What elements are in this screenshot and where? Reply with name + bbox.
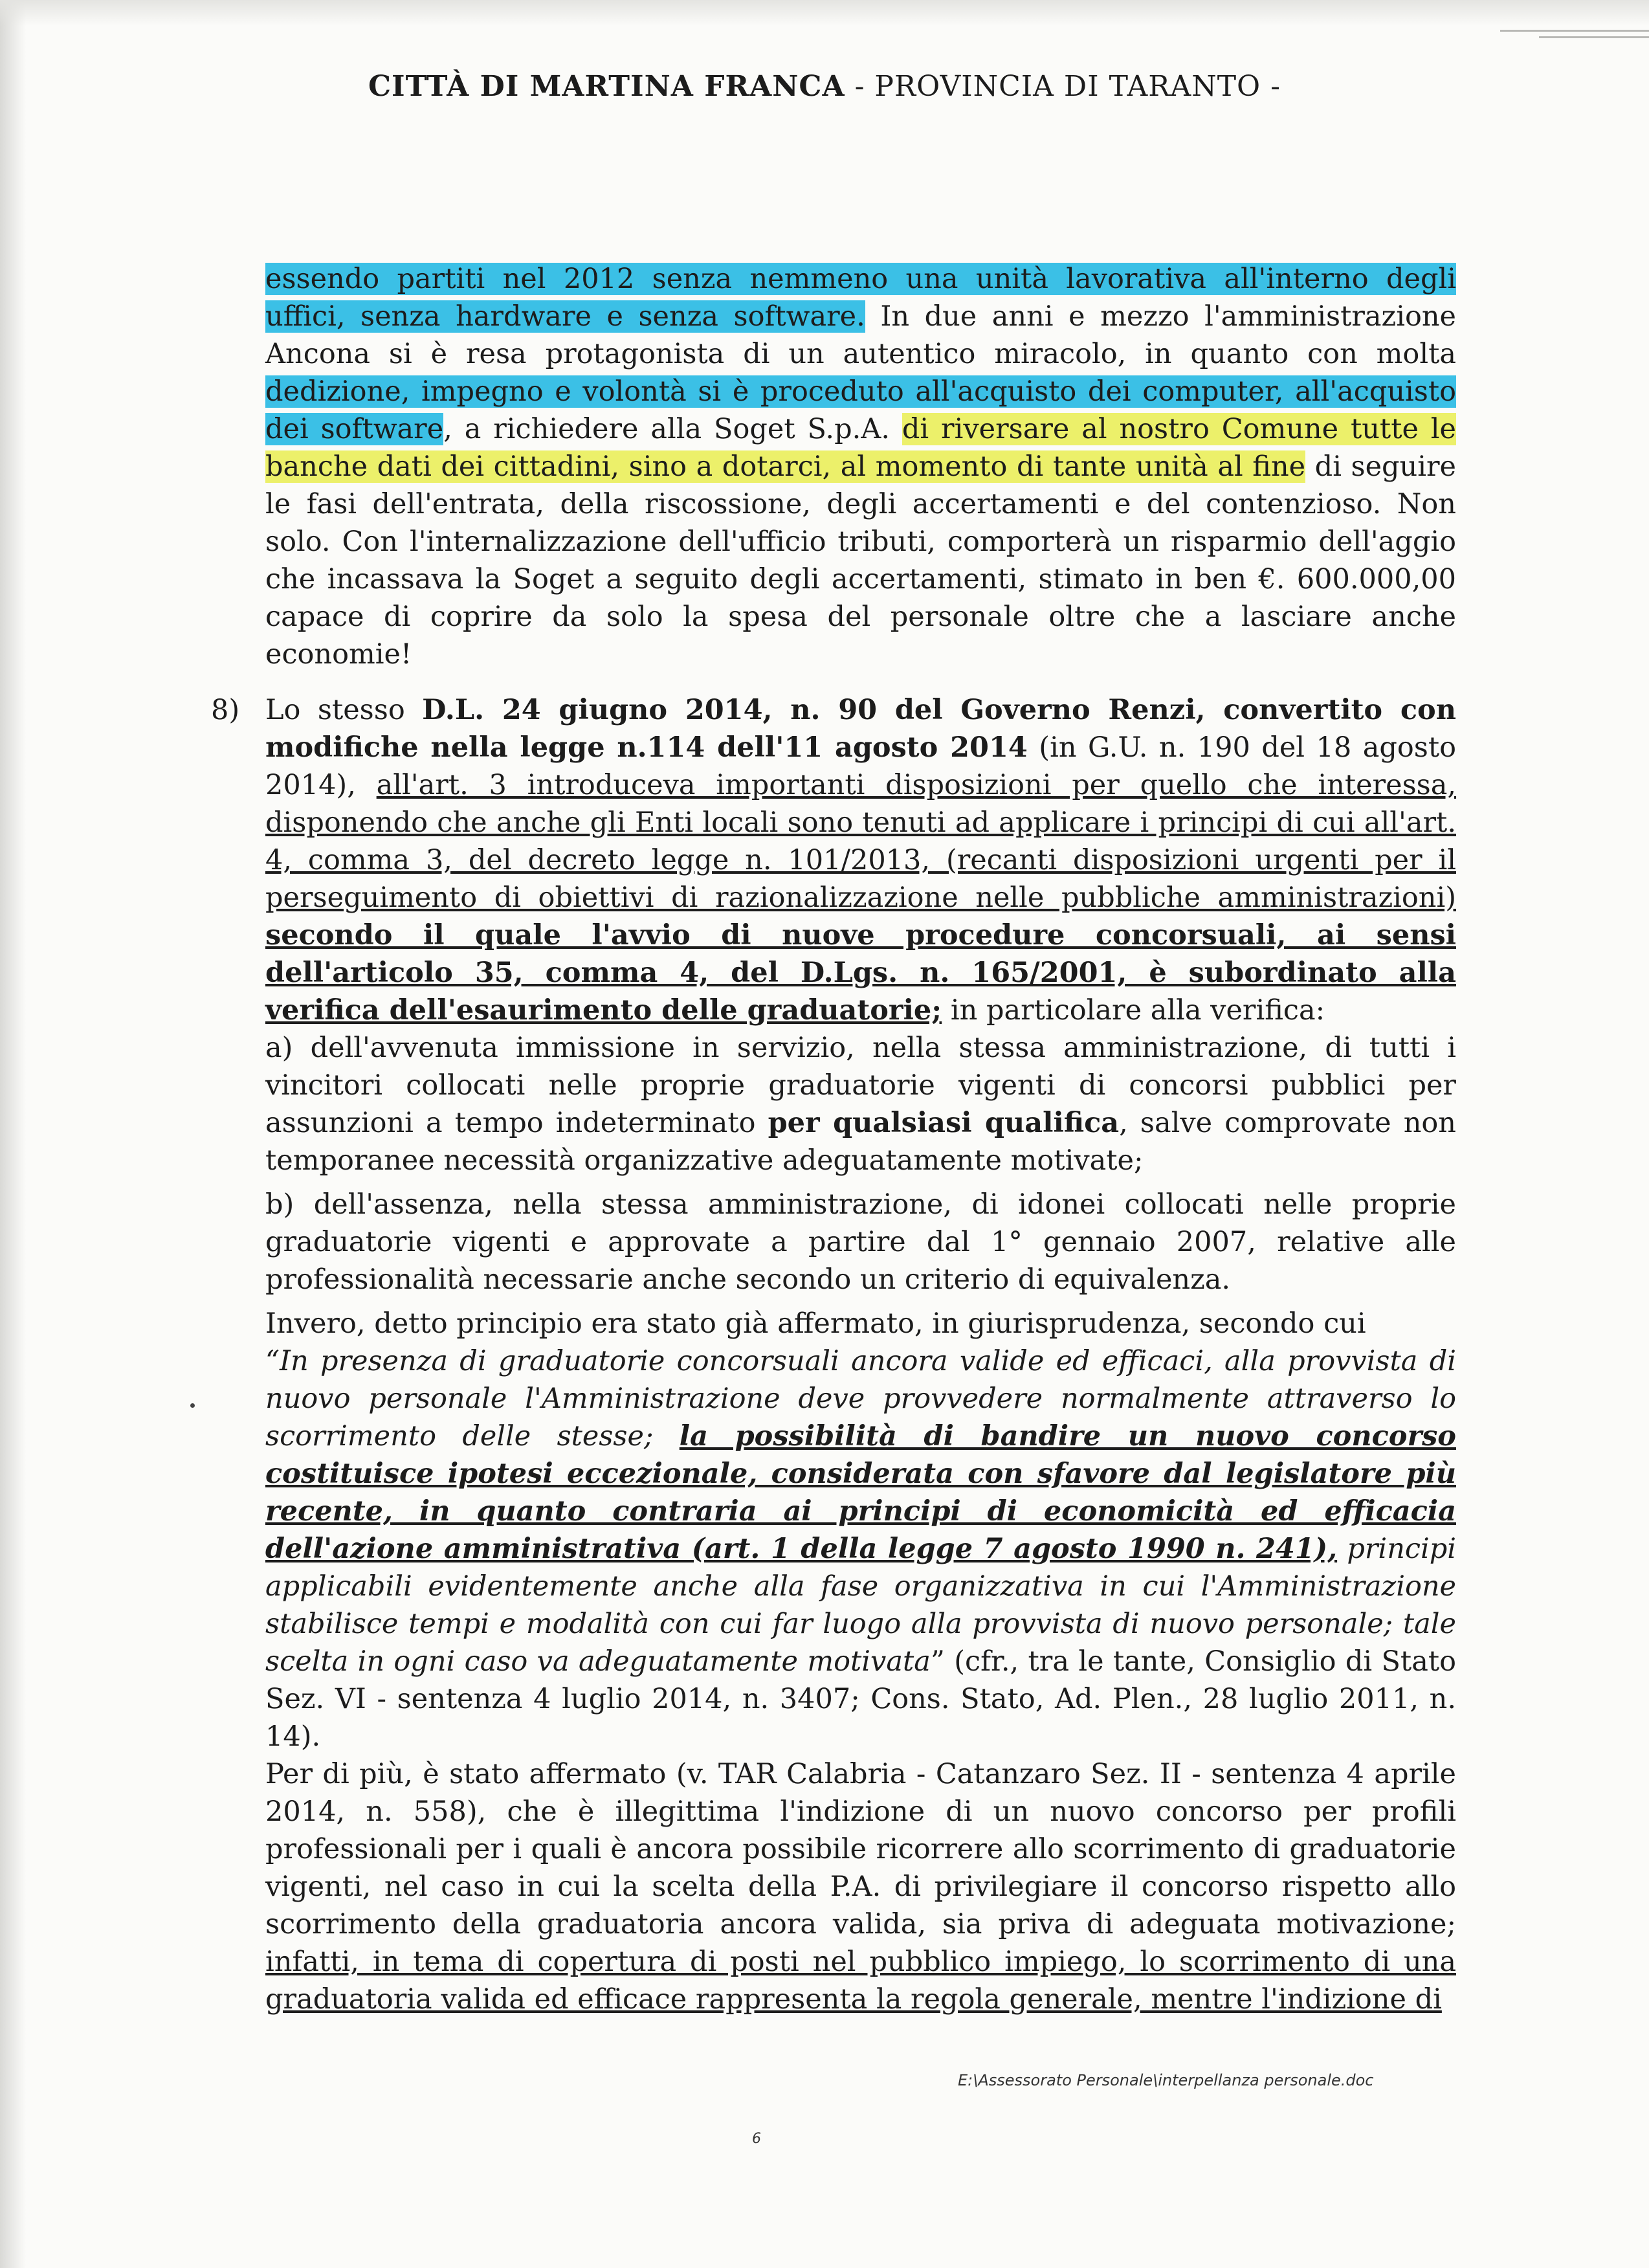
quote-text: “In presenza di graduatorie concorsuali ancora valide ed efficaci, alla provvista di nuovo personale l'Amministrazione deve provvedere normalmente attraverso lo scorrimento delle stesse; (265, 1345, 1456, 1452)
quote-bold-underlined-text: la possibilità di bandire un nuovo concorso costituisce ipotesi eccezionale, considerata con sfavore dal legislatore più recente, in quanto contraria ai principi di economicità ed efficacia dell'azione amministrativa (art. 1 della legge 7 agosto 1990 n. 241), (265, 1420, 1456, 1565)
sub-item-a (265, 1029, 1456, 1179)
item-8-text (265, 691, 1456, 1029)
sub-item-bold-text: per qualsiasi qualifica (768, 1107, 1120, 1139)
item-bold-underlined-text: secondo il quale l'avvio di nuove procedure concorsuali, ai sensi dell'articolo 35, comma 4, del D.Lgs. n. 165/2001, è subordinato alla verifica dell'esaurimento delle graduatorie; (265, 919, 1456, 1027)
page-number: 6 (752, 2131, 761, 2147)
sub-item-b: b) dell'assenza, nella stessa amministrazione, di idonei collocati nelle proprie graduatorie vigenti e approvate a partire dal 1° gennaio 2007, relative alle professionalità necessarie anche secondo un criterio di equivalenza. (265, 1188, 1456, 1296)
paragraph-text: , a richiedere alla Soget S.p.A. (443, 413, 902, 445)
paragraph-text: Per di più, è stato affermato (v. TAR Calabria - Catanzaro Sez. II - sentenza 4 aprile 2014, n. 558), che è illegittima l'indizione di un nuovo concorso per profili professionali per i quali è ancora possibile ricorrere allo scorrimento di graduatorie vigenti, nel caso in cui la scelta della P.A. di privilegiare il concorso rispetto allo scorrimento della graduatoria ancora valida, sia priva di adeguata motivazione; (265, 1758, 1456, 1940)
jurisprudence-quote (265, 1342, 1456, 1755)
item-bold-text: D.L. 24 giugno 2014, n. 90 del Governo Renzi, convertito con modifiche nella legge n.114 dell'11 agosto 2014 (265, 694, 1456, 764)
sub-item-text: , salve comprovate non temporanee necessità organizzative adeguatamente motivate; (265, 1107, 1456, 1177)
paragraph-text: In due anni e mezzo l'amministrazione Ancona si è resa protagonista di un autentico miracolo, in quanto con molta (265, 300, 1456, 370)
document-body (211, 260, 1457, 2018)
sub-item-text: a) dell'avvenuta immissione in servizio, nella stessa amministrazione, di tutti i vincitori collocati nelle proprie graduatorie vigenti di concorsi pubblici per assunzioni a tempo indeterminato (265, 1032, 1456, 1139)
scan-edge-line (1539, 36, 1649, 38)
item-text: Lo stesso (265, 694, 423, 726)
scan-shadow-top (0, 0, 1649, 26)
scan-edge-line (1500, 30, 1649, 32)
header-title-rest: - PROVINCIA DI TARANTO - (845, 70, 1281, 103)
margin-dot-mark (190, 1403, 195, 1408)
item-underlined-text: all'art. 3 introduceva importanti disposizioni per quello che interessa, disponendo che anche gli Enti locali sono tenuti ad applicare i principi di cui all'art. 4, comma 3, del decreto legge n. 101/2013, (recanti disposizioni urgenti per il perseguimento di obiettivi di razionalizzazione nelle pubbliche amministrazioni) (265, 769, 1457, 914)
quote-text: principi applicabili evidentemente anche alla fase organizzativa in cui l'Amministrazione stabilisce tempi e modalità con cui far luogo alla provvista di nuovo personale; tale scelta in ogni caso va adeguatamente motivata (265, 1533, 1456, 1678)
paragraph-underlined-text: infatti, in tema di copertura di posti nel pubblico impiego, lo scorrimento di una graduatoria valida ed efficace rappresenta la regola generale, mentre l'indizione di (265, 1946, 1456, 2016)
highlight-blue-text: essendo partiti nel 2012 senza nemmeno una unità lavorativa all'interno degli uffici, senza hardware e senza software. (265, 263, 1456, 333)
item-text: in particolare alla verifica: (942, 994, 1325, 1027)
highlight-blue-text: dedizione, impegno e volontà si è proceduto all'acquisto dei computer, all'acquisto dei software (265, 375, 1456, 445)
paragraph-intro (265, 260, 1456, 673)
quote-citation: ” (cfr., tra le tante, Consiglio di Stato Sez. VI - sentenza 4 luglio 2014, n. 3407; Cons. Stato, Ad. Plen., 28 luglio 2011, n. 14). (265, 1645, 1456, 1753)
page-header (0, 70, 1649, 103)
header-title-bold: CITTÀ DI MARTINA FRANCA (368, 70, 845, 103)
item-text: (in G.U. n. 190 del 18 agosto 2014), (265, 731, 1457, 801)
paragraph-text: di seguire le fasi dell'entrata, della riscossione, degli accertamenti e del contenzioso. Non solo. Con l'internalizzazione dell'ufficio tributi, comporterà un risparmio dell'aggio che incassava la Soget a seguito degli accertamenti, stimato in ben €. 600.000,00 capace di coprire da solo la spesa del personale oltre che a lasciare anche economie! (265, 450, 1456, 671)
item-number: 8) (211, 694, 240, 726)
scan-shadow-left (0, 0, 26, 2268)
paragraph-invero: Invero, detto principio era stato già affermato, in giurisprudenza, secondo cui (265, 1307, 1366, 1340)
numbered-item-8 (211, 691, 1457, 2018)
paragraph-tar (265, 1755, 1456, 2018)
highlight-yellow-text: di riversare al nostro Comune tutte le banche dati dei cittadini, sino a dotarci, al momento di tante unità al fine (265, 413, 1457, 483)
footer-file-path: E:\Assessorato Personale\interpellanza personale.doc (958, 2071, 1374, 2089)
